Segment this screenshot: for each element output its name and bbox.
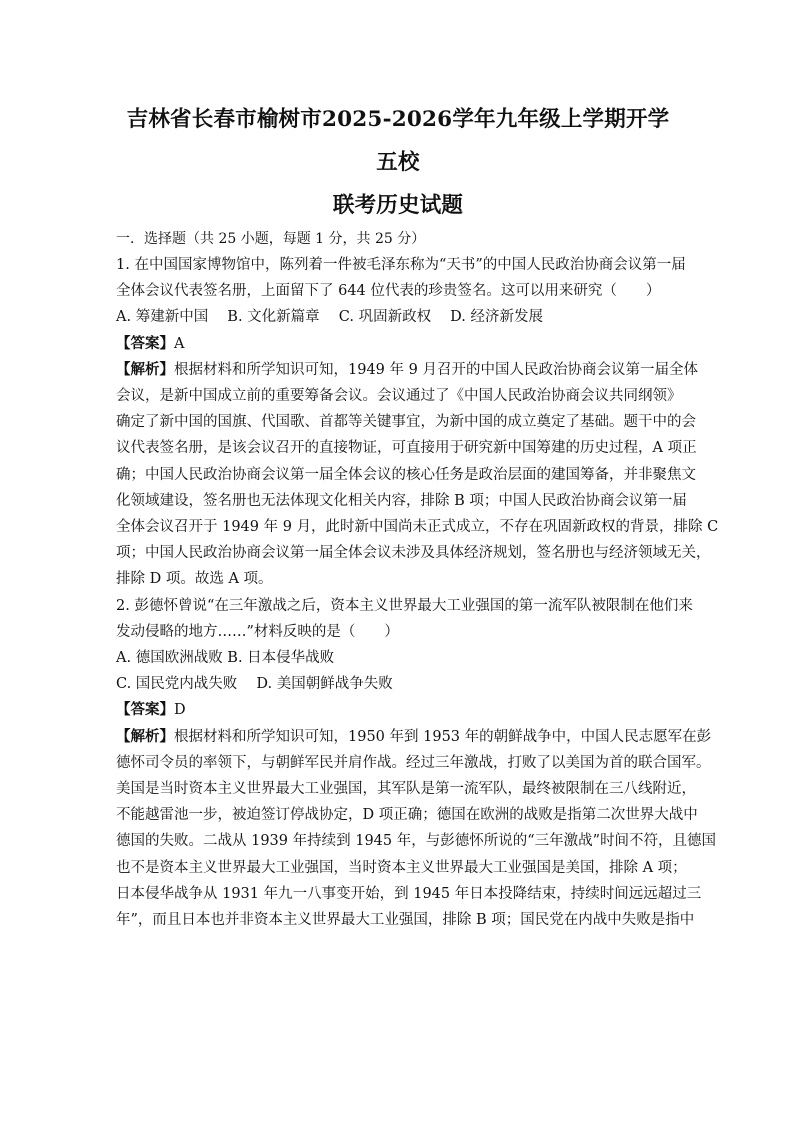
analysis-line: 日本侵华战争从 1931 年九一八事变开始，到 1945 年日本投降结束，持续时间远远超过三 [116,885,702,902]
question-1-answer [116,331,680,357]
question-2-options-line: A. 德国欧洲战败 B. 日本侵华战败 [116,650,335,667]
analysis-line: 确定了新中国的国旗、代国歌、首都等关键事宜，为新中国的成立奠定了基础。题干中的会 [116,414,696,431]
analysis-line: 会议，是新中国成立前的重要筹备会议。会议通过了《中国人民政治协商会议共同纲领》 [116,388,682,405]
question-2 [116,593,717,934]
analysis-label: 【解析】 [116,360,174,378]
question-1-options-line: A. 筹建新中国 B. 文化新篇章 C. 巩固新政权 D. 经济新发展 [116,309,544,326]
answer-label: 【答案】 [116,334,174,352]
analysis-line: 德怀司令员的率领下，与朝鲜军民并肩作战。经过三年激战，打败了以美国为首的联合国军。 [116,754,711,771]
section-heading: 一．选择题（共 25 小题，每题 1 分，共 25 分） [116,231,426,247]
page-title [116,98,680,227]
analysis-line: 化领域建设，签名册也无法体现文化相关内容，排除 B 项；中国人民政治协商会议第一届 [116,492,687,509]
analysis-line: 全体会议召开于 1949 年 9 月，此时新中国尚未正式成立，不存在巩固新政权的背景，排除 C [116,519,719,536]
answer-label: 【答案】 [116,701,174,719]
analysis-line: 也不是资本主义世界最大工业强国，当时资本主义世界最大工业强国是美国，排除 A 项； [116,859,687,876]
analysis-line: 年”，而且日本也并非资本主义世界最大工业强国，排除 B 项；国民党在内战中失败是指中 [116,912,695,929]
analysis-line: 根据材料和所学知识可知，1950 年到 1953 年的朝鲜战争中，中国人民志愿军在彭 [174,728,712,745]
title-line-2: 联考历史试题 [332,193,464,218]
question-1-analysis [116,357,719,593]
answer-value: D [174,702,186,719]
analysis-label: 【解析】 [116,727,174,745]
title-line-1: 吉林省长春市榆树市2025-2026学年九年级上学期开学五校 [126,107,670,175]
question-2-analysis [116,724,717,934]
analysis-line: 确；中国人民政治协商会议第一届全体会议的核心任务是政治层面的建国筹备，并非聚焦文 [116,466,696,483]
analysis-line: 根据材料和所学知识可知，1949 年 9 月召开的中国人民政治协商会议第一届全体 [174,361,698,378]
question-1-options [116,304,680,330]
question-1-stem-line: 全体会议代表签名册，上面留下了 644 位代表的珍贵签名。这可以用来研究（ ） [116,283,661,300]
analysis-line: 议代表签名册，是该会议召开的直接物证，可直接用于研究新中国筹建的历史过程，A 项正 [116,440,697,457]
question-2-stem-line: 2. 彭德怀曾说“在三年激战之后，资本主义世界最大工业强国的第一流军队被限制在他们来 [116,597,693,614]
analysis-line: 德国的失败。二战从 1939 年持续到 1945 年，与彭德怀所说的“三年激战”时间不符，且德国 [116,833,717,850]
analysis-line: 排除 D 项。故选 A 项。 [116,571,273,588]
analysis-line: 不能越雷池一步，被迫签订停战协定，D 项正确；德国在欧洲的战败是指第二次世界大战中 [116,807,698,824]
question-2-options [116,645,680,697]
analysis-line: 美国是当时资本主义世界最大工业强国，其军队是第一流军队，最终被限制在三八线附近， [116,781,696,798]
question-1-stem-line: 1. 在中国国家博物馆中，陈列着一件被毛泽东称为“天书”的中国人民政治协商会议第一届 [116,257,686,273]
question-2-stem [116,593,693,645]
analysis-line: 项；中国人民政治协商会议第一届全体会议未涉及具体经济规划，签名册也与经济领域无关， [116,545,711,562]
question-1 [116,252,719,593]
question-2-options-line: C. 国民党内战失败 D. 美国朝鲜战争失败 [116,676,393,693]
answer-value: A [174,335,185,352]
question-2-stem-line: 发动侵略的地方……”材料反映的是（ ） [116,623,399,640]
question-2-answer [116,697,680,723]
question-1-stem [116,252,686,304]
